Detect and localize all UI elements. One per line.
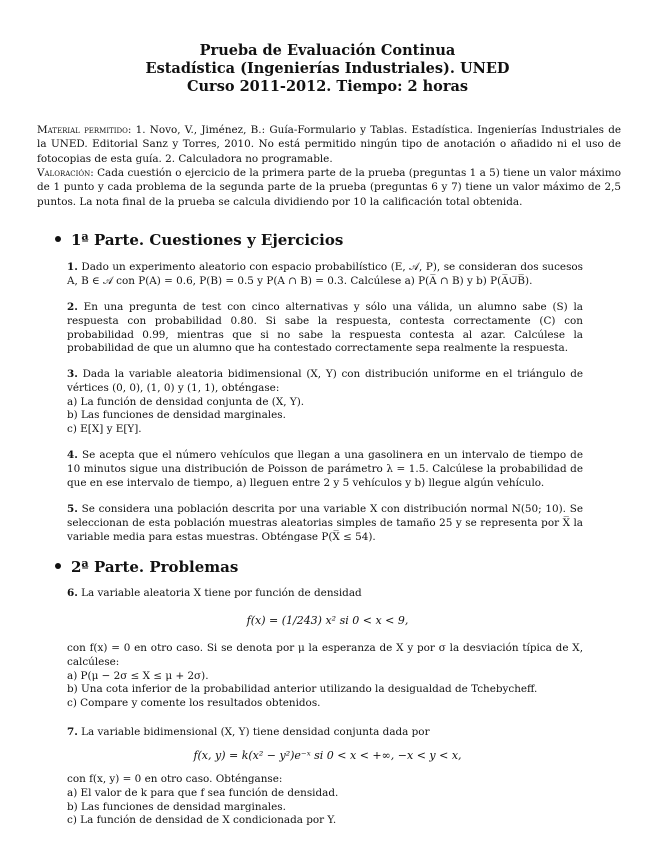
question-3 bbox=[67, 368, 583, 437]
question-number: 2. bbox=[67, 301, 78, 313]
valoracion-label: Valoración: bbox=[37, 167, 94, 179]
question-text: Se acepta que el número vehículos que llegan a una gasolinera en un intervalo de tiempo de 10 minutos sigue una distribución de Poisson de parámetro λ = 1.5. Calcúlese la probabilidad de que en ese intervalo de tiempo, a) lleguen entre 2 y 5 vehículos y b) llegue algún vehículo. bbox=[67, 449, 583, 489]
question-6 bbox=[67, 587, 583, 601]
question-part-c: c) Compare y comente los resultados obtenidos. bbox=[67, 697, 321, 710]
valoracion-text: Cada cuestión o ejercicio de la primera parte de la prueba (preguntas 1 a 5) tiene un valor máximo de 1 punto y cada problema de la segunda parte de la prueba (preguntas 6 y 7) tiene un valor máximo de 2,5 puntos. La nota final de la prueba se calcula dividiendo por 10 la calificación total obtenida. bbox=[37, 167, 621, 208]
question-text: La variable aleatoria X tiene por función de densidad bbox=[77, 587, 362, 599]
q7-formula: f(x, y) = k(x² − y²)e⁻ˣ si 0 < x < +∞, −x < y < x, bbox=[193, 749, 462, 762]
part2-heading bbox=[55, 558, 238, 576]
question-text: Dada la variable aleatoria bidimensional (X, Y) con distribución uniforme en el triángulo de vértices (0, 0), (1, 0) y (1, 1), obténgase: bbox=[67, 368, 583, 394]
course-subtitle: Estadística (Ingenierías Industriales). UNED bbox=[145, 60, 510, 77]
valoracion-paragraph bbox=[37, 166, 621, 209]
course-year-time: Curso 2011-2012. Tiempo: 2 horas bbox=[186, 78, 469, 95]
question-2 bbox=[67, 301, 583, 356]
question-6-continuation bbox=[67, 642, 583, 711]
part1-title: 1ª Parte. Cuestiones y Ejercicios bbox=[71, 231, 344, 249]
question-4 bbox=[67, 449, 583, 490]
question-number: 4. bbox=[67, 449, 78, 461]
question-part-b: b) Las funciones de densidad marginales. bbox=[67, 800, 286, 813]
question-text: La variable bidimensional (X, Y) tiene densidad conjunta dada por bbox=[77, 726, 430, 738]
question-text: con f(x) = 0 en otro caso. Si se denota por μ la esperanza de X y por σ la desviación típica de X, calcúlese: bbox=[67, 642, 583, 668]
question-part-a: a) P(μ − 2σ ≤ X ≤ μ + 2σ). bbox=[67, 669, 209, 682]
bullet-icon bbox=[55, 563, 61, 569]
question-text: con f(x, y) = 0 en otro caso. Obténganse: bbox=[67, 773, 283, 785]
question-7 bbox=[67, 726, 583, 740]
question-part-c: c) E[X] y E[Y]. bbox=[67, 423, 142, 436]
question-number: 5. bbox=[67, 503, 78, 515]
question-7-continuation bbox=[67, 773, 583, 828]
question-number: 6. bbox=[67, 587, 78, 599]
question-part-a: a) La función de densidad conjunta de (X, Y). bbox=[67, 395, 305, 408]
question-part-b: b) Las funciones de densidad marginales. bbox=[67, 409, 286, 422]
question-part-a: a) El valor de k para que f sea función de densidad. bbox=[67, 786, 339, 799]
question-part-b: b) Una cota inferior de la probabilidad anterior utilizando la desigualdad de Tchebycheff. bbox=[67, 683, 538, 696]
question-part-c: c) La función de densidad de X condicionada por Y. bbox=[67, 814, 337, 827]
question-text: Se considera una población descrita por una variable X con distribución normal N(50; 10). Se seleccionan de esta población muestras aleatorias simples de tamaño 25 y se representa por X̅ la variable media para estas muestras. Obténgase P(X̅ ≤ 54). bbox=[67, 503, 583, 543]
bullet-icon bbox=[55, 236, 61, 242]
question-text: En una pregunta de test con cinco alternativas y sólo una válida, un alumno sabe (S) la respuesta con probabilidad 0.80. Si sabe la respuesta, contesta correctamente (C) con probabilidad 0.99, mientras que si no sabe la respuesta contesta al azar. Calcúlese la probabilidad de que un alumno que ha contestado correctamente sepa realmente la respuesta. bbox=[67, 301, 583, 355]
part1-heading bbox=[55, 231, 343, 249]
question-5 bbox=[67, 503, 583, 544]
material-label: Material permitido: bbox=[37, 124, 132, 136]
question-number: 3. bbox=[67, 368, 78, 380]
exam-title: Prueba de Evaluación Continua bbox=[199, 42, 456, 59]
question-number: 1. bbox=[67, 261, 78, 273]
question-1 bbox=[67, 261, 583, 289]
question-number: 7. bbox=[67, 726, 78, 738]
material-text: 1. Novo, V., Jiménez, B.: Guía-Formulario y Tablas. Estadística. Ingenierías Industriales de la UNED. Editorial Sanz y Torres, 2010. No está permitido ningún tipo de anotación o añadido ni el uso de fotocopias de esta guía. 2. Calculadora no programable. bbox=[37, 124, 621, 165]
part2-title: 2ª Parte. Problemas bbox=[71, 558, 239, 576]
material-paragraph bbox=[37, 123, 621, 166]
question-text: Dado un experimento aleatorio con espacio probabilístico (E, 𝒜, P), se consideran dos sucesos A, B ∈ 𝒜 con P(A) = 0.6, P(B) = 0.5 y P(A ∩ B) = 0.3. Calcúlese a) P(A̅ ∩ B) y b) P(A̅∪̅B̅). bbox=[67, 261, 583, 287]
q6-formula: f(x) = (1/243) x² si 0 < x < 9, bbox=[246, 614, 409, 627]
